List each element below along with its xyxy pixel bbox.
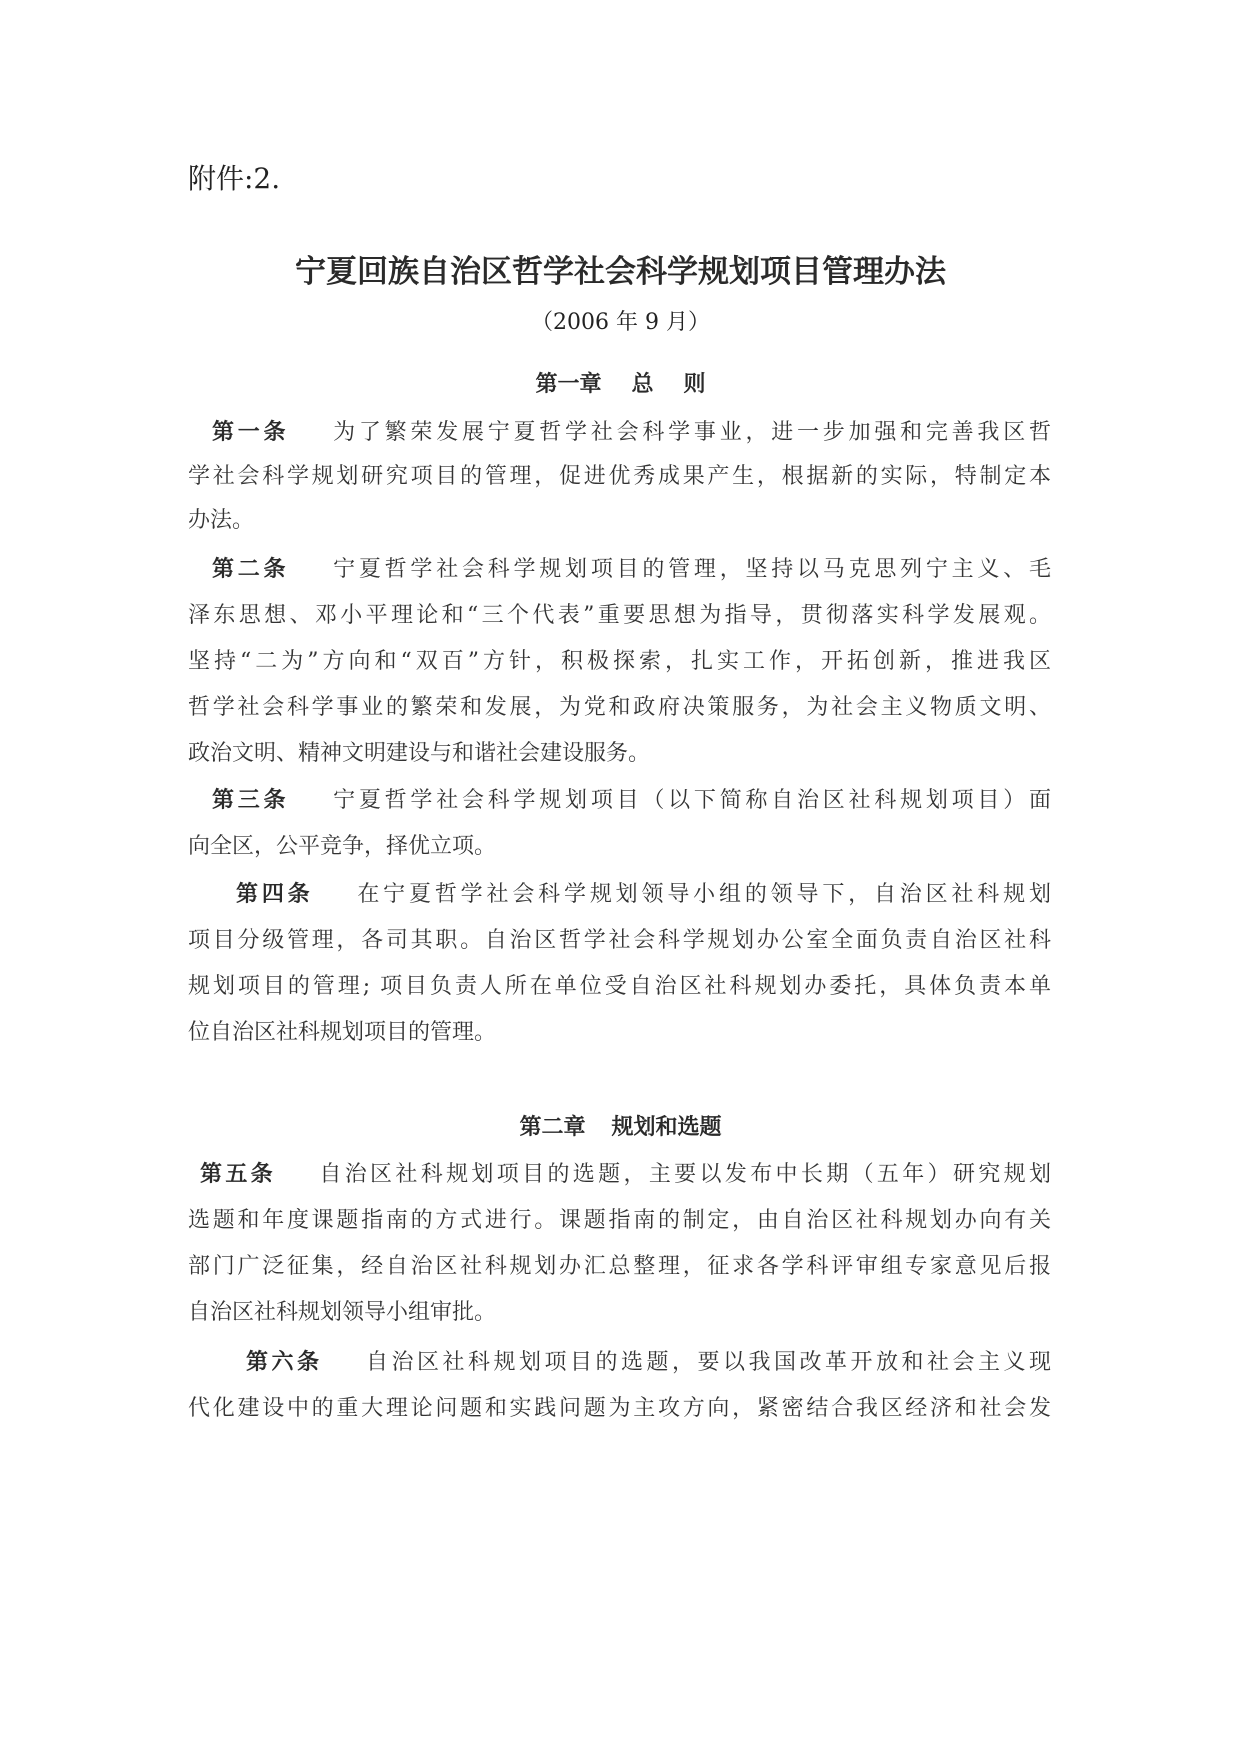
article-1-line-2: 学社会科学规划研究项目的管理，促进优秀成果产生，根据新的实际，特制定本: [188, 464, 1051, 489]
article-5-line-2: 选题和年度课题指南的方式进行。课题指南的制定，由自治区社科规划办向有关: [188, 1208, 1051, 1233]
article-3-label: 第三条: [212, 788, 290, 813]
article-1-line-3: 办法。: [188, 508, 255, 533]
article-1-text: 为了繁荣发展宁夏哲学社会科学事业，进一步加强和完善我区哲: [329, 420, 1051, 445]
chapter-1-number: 第一章: [535, 372, 602, 397]
article-6-label: 第六条: [246, 1350, 323, 1375]
article-6-line-1: [246, 1348, 1051, 1378]
article-2-line-2: 泽东思想、邓小平理论和“三个代表”重要思想为指导，贯彻落实科学发展观。: [188, 603, 1051, 628]
article-6-text: 自治区社科规划项目的选题，要以我国改革开放和社会主义现: [362, 1350, 1051, 1375]
article-4-line-3: 规划项目的管理; 项目负责人所在单位受自治区社科规划办委托，具体负责本单: [188, 974, 1051, 999]
chapter-1-heading: [0, 370, 1241, 400]
article-2-label: 第二条: [212, 557, 290, 582]
document-date: （2006 年 9 月）: [531, 310, 710, 335]
article-2-line-5: 政治文明、精神文明建设与和谐社会建设服务。: [188, 741, 651, 766]
article-5-line-4: 自治区社科规划领导小组审批。: [188, 1300, 497, 1325]
article-3-line-1: [212, 786, 1051, 816]
article-2-line-1: [212, 555, 1051, 585]
article-1-label: 第一条: [212, 420, 290, 445]
article-4-line-1: [236, 880, 1051, 910]
attachment-label: 附件:2.: [188, 162, 281, 195]
article-6-line-2: 代化建设中的重大理论问题和实践问题为主攻方向，紧密结合我区经济和社会发: [188, 1396, 1051, 1421]
chapter-1-name-part1: 总: [631, 372, 654, 397]
article-2-line-4: 哲学社会科学事业的繁荣和发展，为党和政府决策服务，为社会主义物质文明、: [188, 695, 1051, 720]
article-1-line-1: [212, 418, 1051, 448]
article-4-line-2: 项目分级管理，各司其职。自治区哲学社会科学规划办公室全面负责自治区社科: [188, 928, 1051, 953]
article-5-line-3: 部门广泛征集，经自治区社科规划办汇总整理，征求各学科评审组专家意见后报: [188, 1254, 1051, 1279]
article-5-label: 第五条: [200, 1162, 277, 1187]
chapter-1-name-part2: 则: [683, 372, 706, 397]
article-3-text: 宁夏哲学社会科学规划项目（以下简称自治区社科规划项目）面: [329, 788, 1051, 813]
article-5-line-1: [200, 1160, 1051, 1190]
chapter-2-number: 第二章: [519, 1115, 586, 1140]
chapter-2-heading: [0, 1113, 1241, 1143]
article-2-text: 宁夏哲学社会科学规划项目的管理，坚持以马克思列宁主义、毛: [329, 557, 1051, 582]
article-4-label: 第四条: [236, 882, 314, 907]
article-5-text: 自治区社科规划项目的选题，主要以发布中长期（五年）研究规划: [316, 1162, 1051, 1187]
article-4-text: 在宁夏哲学社会科学规划领导小组的领导下，自治区社科规划: [353, 882, 1051, 907]
chapter-2-name: 规划和选题: [611, 1115, 722, 1140]
article-2-line-3: 坚持“二为”方向和“双百”方针，积极探索，扎实工作，开拓创新，推进我区: [188, 649, 1051, 674]
document-title: 宁夏回族自治区哲学社会科学规划项目管理办法: [295, 254, 946, 290]
article-3-line-2: 向全区，公平竞争，择优立项。: [188, 834, 497, 859]
article-4-line-4: 位自治区社科规划项目的管理。: [188, 1020, 497, 1045]
